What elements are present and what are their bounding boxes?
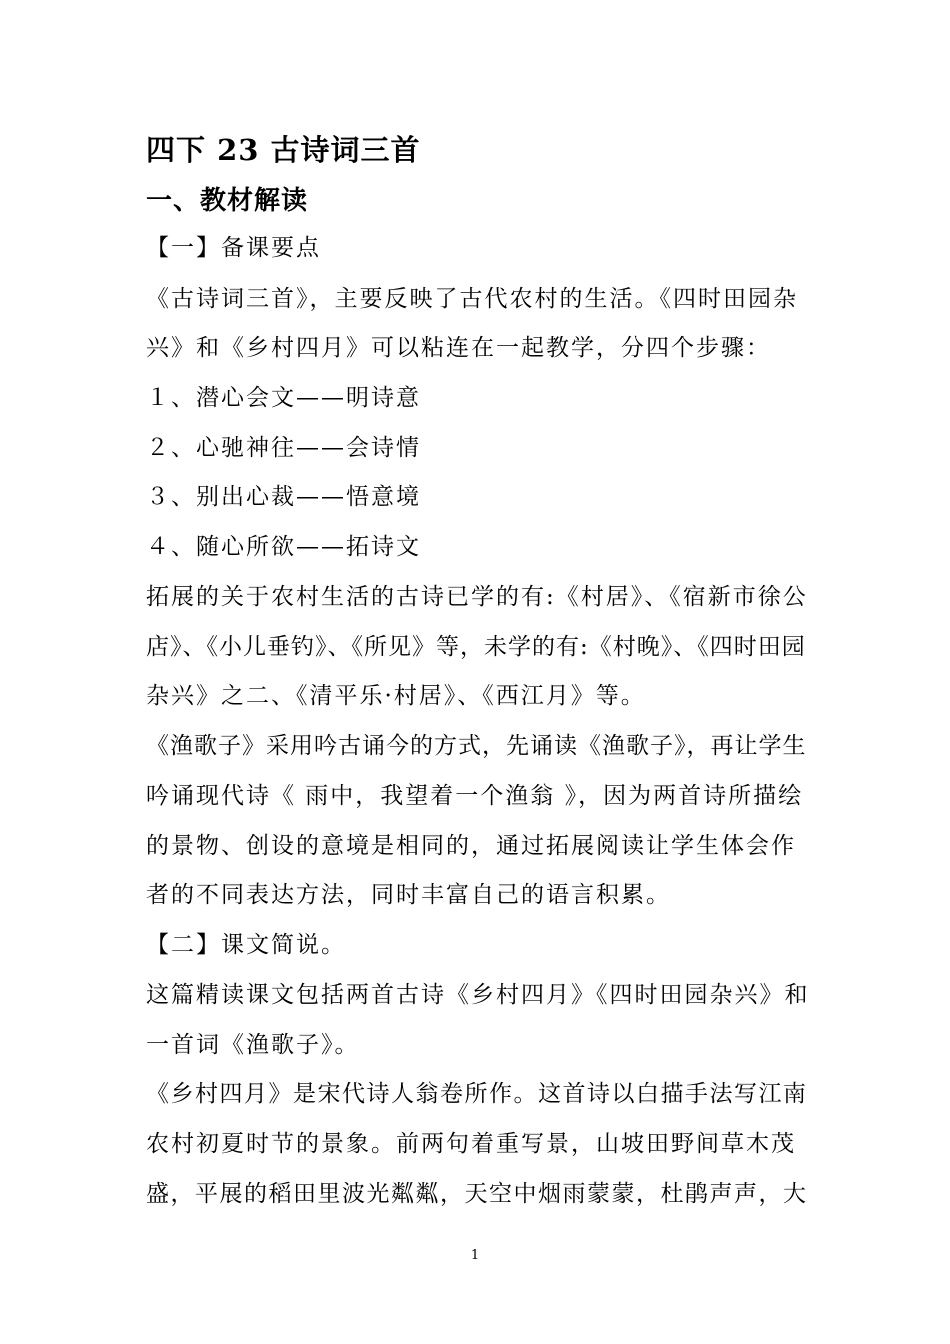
body-line: １、潜心会文——明诗意 xyxy=(146,385,421,411)
body-line: ４、随心所欲——拓诗文 xyxy=(146,534,421,560)
body-line: 【二】课文简说。 xyxy=(146,932,346,958)
body-line: 《渔歌子》采用吟古诵今的方式，先诵读《渔歌子》，再让学生 xyxy=(146,733,807,759)
body-line: 农村初夏时节的景象。前两句着重写景，山坡田野间草木茂 xyxy=(146,1131,796,1157)
body-line: 《古诗词三首》，主要反映了古代农村的生活。《四时田园杂 xyxy=(146,286,798,312)
body-line: 吟诵现代诗《 雨中，我望着一个渔翁 》，因为两首诗所描绘 xyxy=(146,783,804,809)
body-line: 盛，平展的稻田里波光粼粼，天空中烟雨蒙蒙，杜鹃声声，大 xyxy=(146,1181,808,1207)
body-line: 【一】备课要点 xyxy=(146,235,321,261)
body-line: 兴》和《乡村四月》可以粘连在一起教学，分四个步骤： xyxy=(146,335,771,361)
page-number: 1 xyxy=(470,1248,480,1263)
body-line: 拓展的关于农村生活的古诗已学的有:《村居》、《宿新市徐公 xyxy=(146,584,808,610)
body-line: ３、别出心裁——悟意境 xyxy=(146,484,421,510)
body-line: 这篇精读课文包括两首古诗《乡村四月》《四时田园杂兴》和 xyxy=(146,982,810,1008)
body-line: ２、心驰神往——会诗情 xyxy=(146,435,421,461)
body-line: 的景物、创设的意境是相同的，通过拓展阅读让学生体会作 xyxy=(146,833,796,859)
section-heading: 一、教材解读 xyxy=(146,186,309,216)
document-title: 四下 23 古诗词三首 xyxy=(146,133,421,167)
body-line: 一首词《渔歌子》。 xyxy=(146,1032,360,1058)
body-line: 者的不同表达方法，同时丰富自己的语言积累。 xyxy=(146,882,671,908)
body-line: 杂兴》之二、《清平乐·村居》、《西江月》等。 xyxy=(146,683,646,709)
body-line: 《乡村四月》是宋代诗人翁卷所作。这首诗以白描手法写江南 xyxy=(146,1081,808,1107)
body-line: 店》、《小儿垂钓》、《所见》等，未学的有:《村晚》、《四时田园 xyxy=(146,634,806,660)
